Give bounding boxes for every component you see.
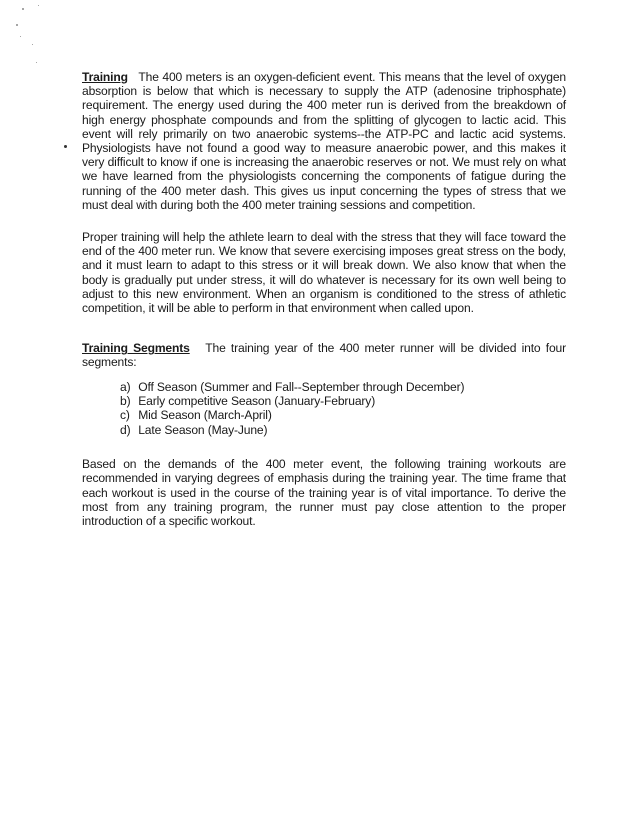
scan-speck: [20, 36, 21, 37]
training-paragraph-2: [82, 230, 566, 315]
list-item-label: c): [120, 408, 130, 423]
training-segments-list: [120, 380, 566, 438]
list-item-label: a): [120, 379, 131, 394]
scan-speck: [16, 24, 18, 26]
section-heading-training-segments: Training Segments: [82, 341, 190, 356]
document-page: [82, 70, 566, 546]
scan-speck: [36, 62, 37, 63]
list-item: [120, 380, 566, 394]
scan-speck: [22, 8, 24, 10]
paragraph-text: The training year of the 400 meter runner will be divided into four segments:: [82, 341, 566, 370]
paragraph-text: Based on the demands of the 400 meter event, the following training workouts are recommended in varying degrees of emphasis during the training year. The time frame that each workout is used in the course of the training year is of vital importance. To derive the most from any training program, the runner must pay close attention to the proper introduction of a specific workout.: [82, 457, 566, 529]
paragraph-text: The 400 meters is an oxygen-deficient event. This means that the level of oxygen absorption is below that which is necessary to supply the ATP (adenosine triphosphate) requirement. The energy used during the 400 meter run is derived from the breakdown of high energy phosphate compounds and from the splitting of glycogen to lactic acid. This event will rely primarily on two anaerobic systems--the ATP-PC and lactic acid systems. Physiologists have not found a good way to measure anaerobic power, and this makes it very difficult to know if one is increasing the anaerobic reserves or not. We must rely on what we have learned from the physiologists concerning the components of fatigue during the running of the 400 meter dash. This gives us input concerning the types of stress that we must deal with during both the 400 meter training sessions and competition.: [82, 70, 566, 212]
list-item-text: Early competitive Season (January-February): [138, 394, 376, 409]
training-segments-intro: [82, 341, 566, 369]
paragraph-text: Proper training will help the athlete learn to deal with the stress that they will face toward the end of the 400 meter run. We know that severe exercising imposes great stress on the body, and it must learn to adapt to this stress or it will break down. We also know that when the body is gradually put under stress, it will do whatever is necessary for its own well being to adjust to this new environment. When an organism is conditioned to the stress of athletic competition, it will be able to perform in that environment when called upon.: [82, 230, 566, 316]
training-paragraph-1: [82, 70, 566, 212]
training-segments-closing: [82, 457, 566, 528]
list-item-text: Mid Season (March-April): [138, 408, 272, 423]
list-item-label: b): [120, 394, 131, 409]
list-item-label: d): [120, 422, 131, 437]
list-item: [120, 394, 566, 408]
scan-speck: [32, 44, 33, 45]
section-heading-training: Training: [82, 70, 128, 84]
margin-mark: [64, 145, 67, 148]
list-item: [120, 408, 566, 422]
list-item-text: Off Season (Summer and Fall--September through December): [138, 379, 465, 394]
list-item: [120, 423, 566, 437]
scan-speck: [38, 5, 39, 6]
list-item-text: Late Season (May-June): [138, 422, 268, 437]
